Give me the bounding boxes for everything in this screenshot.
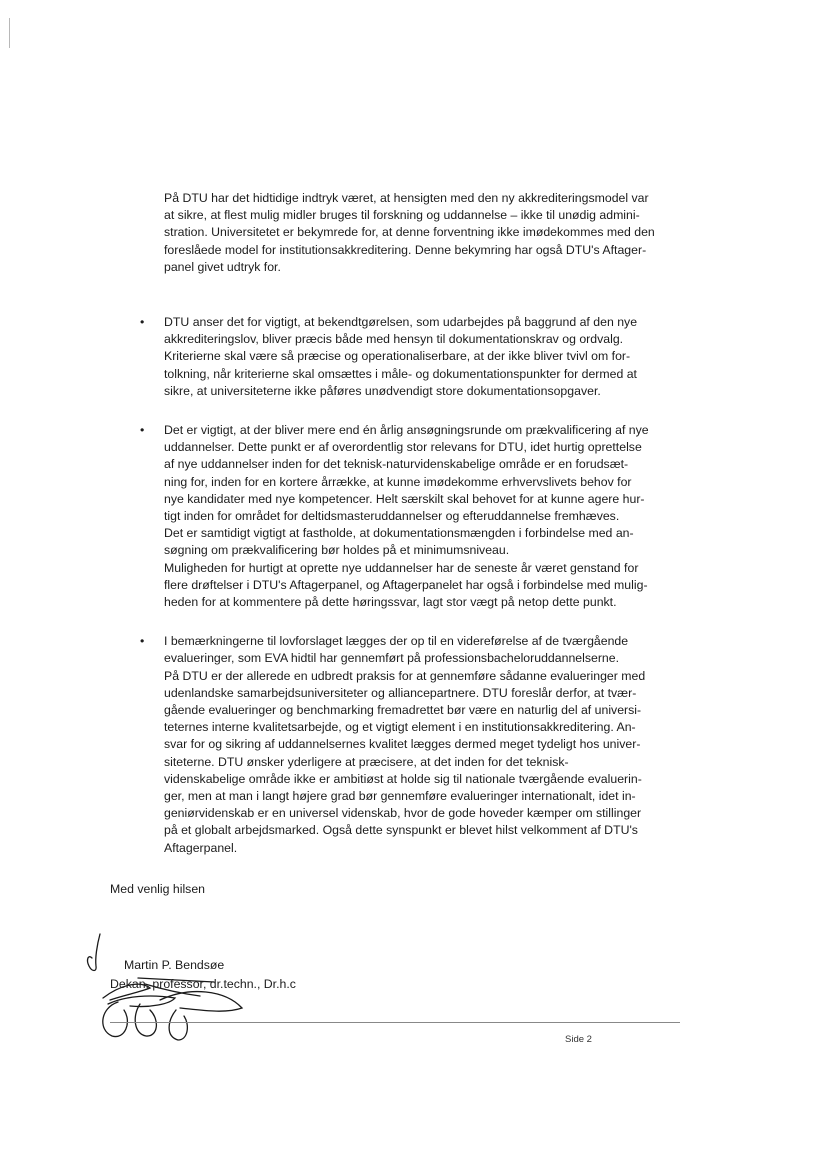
intro-line: at sikre, at flest mulig midler bruges til forskning og uddannelse – ikke til unødig admini- (164, 208, 640, 223)
bullet-item-documentation (140, 314, 710, 400)
bullet-line: tolkning, når kriterierne skal omsættes i måle- og dokumentationspunkter for dermed at (164, 366, 637, 381)
bullet-line: DTU anser det for vigtigt, at bekendtgørelsen, som udarbejdes på baggrund af den nye (164, 315, 638, 329)
intro-line: På DTU har det hidtidige indtryk været, at hensigten med den ny akkrediteringsmodel var (164, 191, 649, 205)
signer-title: Dekan, professor, dr.techn., Dr.h.c (110, 977, 296, 991)
signer-block (110, 956, 296, 994)
bullet-line: Muligheden for hurtigt at oprette nye uddannelser har de seneste år været genstand for (164, 560, 639, 575)
bullet-line: søgning om prækvalificering bør holdes på et minimumsniveau. (164, 543, 510, 558)
bullet-line: Kriterierne skal være så præcise og operationaliserbare, at der ikke bliver tvivl om for- (164, 349, 631, 364)
signer-name: Martin P. Bendsøe (124, 958, 225, 972)
bullet-line: Aftagerpanel. (164, 840, 238, 855)
footer-divider (110, 1022, 680, 1023)
bullet-line: ger, men at man i langt højere grad bør gennemføre evalueringer internationalt, idet in- (164, 789, 636, 804)
bullet-line: I bemærkningerne til lovforslaget lægges der op til en videreførelse af de tværgående (164, 634, 629, 649)
bullet-line: gående evalueringer og benchmarking fremadrettet bør være en naturlig del af universi- (164, 703, 642, 718)
bullet-line: videnskabelige område ikke er ambitiøst at holde sig til nationale tværgående evaluerin- (164, 771, 642, 786)
intro-line: panel givet udtryk for. (164, 259, 281, 274)
page-number: Side 2 (565, 1034, 592, 1045)
bullet-line: svar for og sikring af uddannelsernes kvalitet lægges dermed meget tydeligt hos univer- (164, 737, 641, 752)
bullet-line: akkrediteringslov, bliver præcis både med hensyn til dokumentationskrav og ordvalg. (164, 332, 624, 347)
bullet-point-icon: • (140, 423, 145, 438)
bullet-item-evaluations (140, 633, 710, 857)
bullet-line: geniørvidenskab er en universel videnskab, hvor de gode hoveder kæmper om stillinger (164, 806, 642, 821)
scan-edge-mark (9, 18, 10, 48)
bullet-line: på et globalt arbejdsmarked. Også dette synspunkt er blevet hilst velkomment af DTU's (164, 823, 638, 838)
bullet-line: ning for, inden for en kortere årrække, at kunne imødekomme erhvervslivets behov for (164, 474, 632, 489)
bullet-line: Det er samtidigt vigtigt at fastholde, at dokumentationsmængden i forbindelse med an- (164, 526, 634, 541)
bullet-line: evalueringer, som EVA hidtil har gennemført på professionsbacheloruddannelserne. (164, 651, 620, 666)
bullet-line: flere drøftelser i DTU's Aftagerpanel, og Aftagerpanelet har også i forbindelse med mulig- (164, 577, 648, 592)
bullet-line: nye kandidater med nye kompetencer. Helt særskilt skal behovet for at kunne agere hur- (164, 491, 645, 506)
bullet-point-icon: • (140, 634, 145, 649)
bullet-line: tigt inden for området for deltidsmasteruddannelser og efteruddannelse fremhæves. (164, 509, 620, 524)
bullet-line: heden for at kommentere på dette høringssvar, lagt stor vægt på netop dette punkt. (164, 595, 617, 610)
bullet-line: siteterne. DTU ønsker yderligere at præcisere, at det inden for det teknisk- (164, 754, 569, 769)
bullet-line: af nye uddannelser inden for det teknisk-naturvidenskabelige område er en forudsæt- (164, 457, 629, 472)
closing-greeting: Med venlig hilsen (110, 882, 206, 896)
intro-paragraph (164, 190, 709, 276)
bullet-item-prequalification (140, 422, 710, 611)
intro-line: stration. Universitetet er bekymrede for, at denne forventning ikke imødekommes med den (164, 225, 655, 240)
bullet-point-icon: • (140, 315, 145, 329)
intro-line: foreslåede model for institutionsakkreditering. Denne bekymring har også DTU's Aftager- (164, 242, 647, 257)
bullet-line: udenlandske samarbejdsuniversiteter og alliancepartnere. DTU foreslår derfor, at tvær- (164, 685, 637, 700)
bullet-list (140, 314, 710, 879)
bullet-line: uddannelser. Dette punkt er af overordentlig stor relevans for DTU, idet hurtig oprettelse (164, 440, 642, 455)
bullet-line: sikre, at universiteterne ikke påføres unødvendigt store dokumentationsopgaver. (164, 383, 601, 398)
bullet-line: På DTU er der allerede en udbredt praksis for at gennemføre sådanne evalueringer med (164, 668, 646, 683)
bullet-line: teternes interne kvalitetsarbejde, og et vigtigt element i en institutionsakkreditering. An- (164, 720, 636, 735)
bullet-line: Det er vigtigt, at der bliver mere end én årlig ansøgningsrunde om prækvalificering af nye (164, 423, 649, 438)
